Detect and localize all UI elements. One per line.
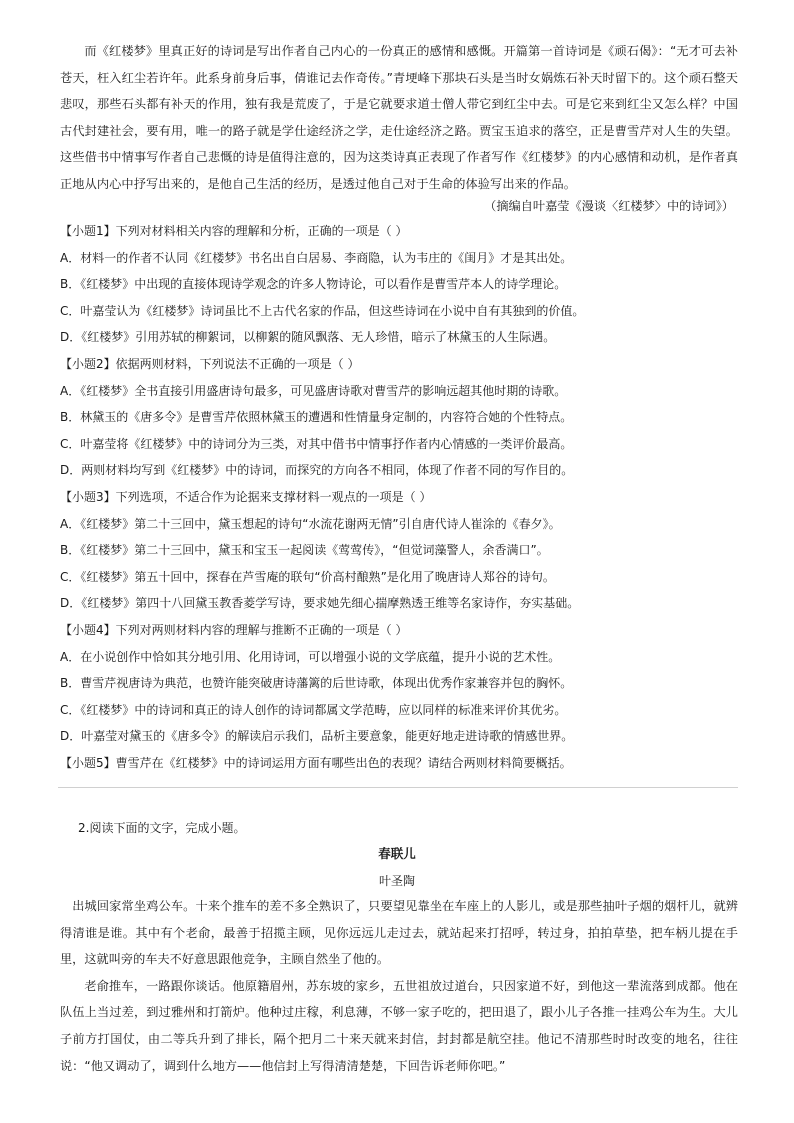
question-1-option-b: B．《红楼梦》中出现的直接体现诗学观念的许多人物诗论，可以看作是曹雪芹本人的诗学理论。: [60, 277, 567, 292]
question-1-option-c: C．叶嘉莹认为《红楼梦》诗词虽比不上古代名家的作品，但这些诗词在小说中自有其独到的价值。: [60, 303, 585, 318]
question-3-option-d: D．《红楼梦》第四十八回黛玉教香菱学写诗，要求她先细心揣摩熟透王维等名家诗作，夯实基础。: [60, 596, 580, 611]
material-source: （摘编自叶嘉莹《漫谈〈红楼梦〉中的诗词》）: [484, 199, 734, 213]
question-4-option-b: B．曹雪芹视唐诗为典范，也赞许能突破唐诗藩篱的后世诗歌，体现出优秀作家兼容并包的胸怀。: [60, 676, 573, 691]
material-paragraph: 而《红楼梦》里真正好的诗词是写出作者自己内心的一份真正的感情和感慨。开篇第一首诗词是《顽石偈》：“无才可去补苍天，枉入红尘若许年。此系身前身后事，倩谁记去作奇传。”青埂峰下那块石头是当时女娲炼石补天时留下的。这个顽石整天悲叹，那些石头都有补天的作用，独有我是荒废了，于是它就要求道士僧人带它到红尘中去。可是它来到红尘又怎么样？中国古代封建社会，要有用，唯一的路子就是学仕途经济之学，走仕途经济之路。贾宝玉追求的落空，正是曹雪芹对人生的失望。这些借书中情事写作者自己悲慨的诗是值得注意的，因为这类诗真正表现了作者写作《红楼梦》的内心感情和动机，是作者真正地从内心中抒写出来的，是他自己生活的经历，是透过他自己对于生命的体验写出来的作品。: [60, 44, 738, 191]
section-2-heading: 2.阅读下面的文字，完成小题。: [78, 821, 246, 835]
question-1-stem: 【小题1】下列对材料相关内容的理解和分析，正确的一项是（ ）: [60, 224, 408, 238]
section-divider: [58, 787, 738, 788]
question-2-stem: 【小题2】依据两则材料，下列说法不正确的一项是（ ）: [60, 356, 360, 371]
question-4-option-a: A．在小说创作中恰如其分地引用、化用诗词，可以增强小说的文学底蕴，提升小说的艺术性。: [60, 649, 561, 664]
question-3-option-c: C．《红楼梦》第五十回中，探春在芦雪庵的联句“价高村酿熟”是化用了晚唐诗人郑谷的诗句。: [60, 569, 555, 584]
question-2-option-a: A．《红楼梦》全书直接引用盛唐诗句最多，可见盛唐诗歌对曹雪芹的影响远超其他时期的诗歌。: [60, 383, 567, 398]
story-paragraph-2: 老俞推车，一路跟你谈话。他原籍眉州，苏东坡的家乡，五世祖放过道台，只因家道不好，到他这一辈流落到成都。他在队伍上当过差，到过雅州和打箭炉。他种过庄稼，利息薄，不够一家子吃的，把田退了，跟小儿子各推一挂鸡公车为生。大儿子前方打国仗，由二等兵升到了排长，隔个把月二十来天就来封信，封封都是航空挂。他记不清那些时时改变的地名，往往说：“他又调动了，调到什么地方——他信封上写得清清楚楚，下回告诉老师你吧。”: [60, 978, 738, 1073]
question-3-option-b: B．《红楼梦》第二十三回中，黛玉和宝玉一起阅读《莺莺传》，“但觉词藻警人，余香满口”。: [60, 543, 549, 558]
question-4-stem: 【小题4】下列对两则材料内容的理解与推断不正确的一项是（ ）: [60, 622, 408, 637]
story-paragraph-1: 出城回家常坐鸡公车。十来个推车的差不多全熟识了，只要望见靠坐在车座上的人影儿，或是那些抽叶子烟的烟杆儿，就辨得清谁是谁。其中有个老俞，最善于招揽主顾，见你远远儿走过去，就站起来打招呼，转过身，拍拍草垫，把车柄儿提在手里，这就叫旁的车夫不好意思跟他竞争，主顾自然坐了他的。: [60, 899, 738, 967]
question-4-option-c: C．《红楼梦》中的诗词和真正的诗人创作的诗词都属文学范畴，应以同样的标准来评价其优劣。: [60, 702, 567, 717]
question-3-stem: 【小题3】下列选项，不适合作为论据来支撑材料一观点的一项是（ ）: [60, 489, 432, 504]
story-title: 春联儿: [378, 846, 416, 861]
question-1-option-a: A．材料一的作者不认同《红楼梦》书名出自白居易、李商隐，认为韦庄的《闺月》才是其出处。: [60, 250, 573, 265]
question-4-option-d: D．叶嘉莹对黛玉的《唐多令》的解读启示我们，品析主要意象，能更好地走进诗歌的情感世界。: [60, 729, 574, 744]
question-5-stem: 【小题5】曹雪芹在《红楼梦》中的诗词运用方面有哪些出色的表现？请结合两则材料简要概括。: [60, 755, 572, 770]
question-1-option-d: D．《红楼梦》引用苏轼的柳絮词，以柳絮的随风飘落、无人珍惜，暗示了林黛玉的人生际遇。: [60, 330, 556, 345]
question-3-option-a: A．《红楼梦》第二十三回中，黛玉想起的诗句“水流花谢两无情”引自唐代诗人崔涂的《春夕》。: [60, 516, 561, 531]
question-2-option-b: B．林黛玉的《唐多令》是曹雪芹依照林黛玉的遭遇和性情量身定制的，内容符合她的个性特点。: [60, 410, 573, 425]
question-list: [60, 218, 740, 776]
story-author: 叶圣陶: [378, 874, 415, 888]
story-body: [60, 893, 738, 1079]
question-2-option-d: D．两则材料均写到《红楼梦》中的诗词，而探究的方向各不相同，体现了作者不同的写作目的。: [60, 463, 574, 478]
question-2-option-c: C．叶嘉莹将《红楼梦》中的诗词分为三类，对其中借书中情事抒作者内心情感的一类评价最高。: [60, 436, 573, 451]
